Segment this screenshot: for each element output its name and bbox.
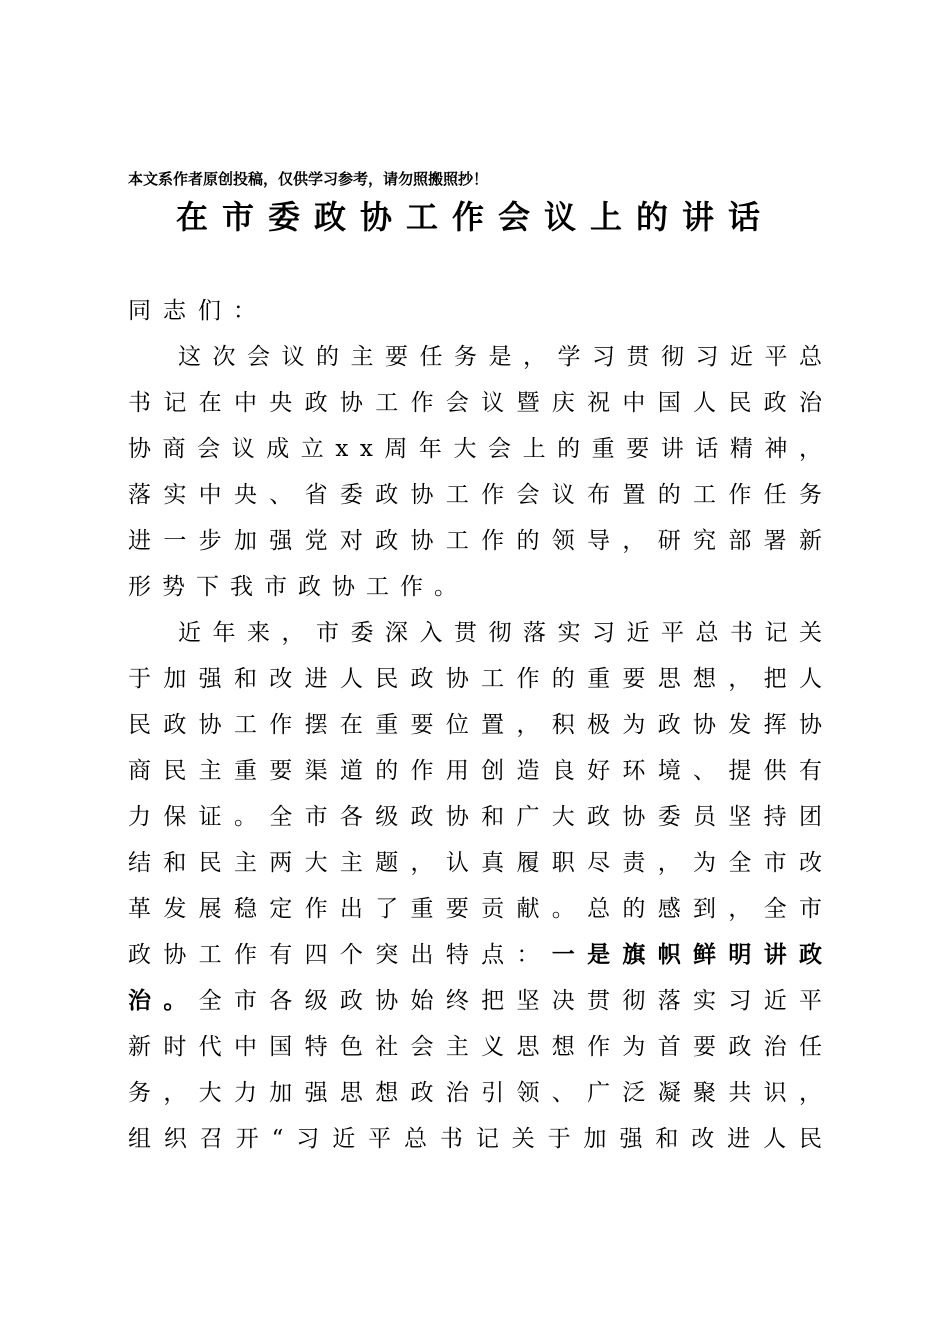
- paragraph-line: 落实中央、省委政协工作会议布置的工作任务: [128, 482, 835, 508]
- paragraph-line: 务，大力加强思想政治引领、广泛凝聚共识，: [128, 1080, 835, 1106]
- line-text: 全市各级政协始终把坚决贯彻落实习近平: [198, 988, 835, 1014]
- paragraph-line: 结和民主两大主题，认真履职尽责，为全市改: [128, 850, 835, 876]
- paragraph-line: 近年来，市委深入贯彻落实习近平总书记关: [178, 620, 834, 646]
- paragraph-line: 于加强和改进人民政协工作的重要思想，把人: [128, 666, 835, 692]
- paragraph-line: 新时代中国特色社会主义思想作为首要政治任: [128, 1034, 835, 1060]
- greeting: 同志们：: [128, 298, 268, 324]
- paragraph-line: 书记在中央政协工作会议暨庆祝中国人民政治: [128, 390, 835, 416]
- paragraph-line: 革发展稳定作出了重要贡献。总的感到，全市: [128, 896, 835, 922]
- paragraph-line: 这次会议的主要任务是，学习贯彻习近平总: [178, 344, 834, 370]
- paragraph-line: 组织召开“习近平总书记关于加强和改进人民: [128, 1126, 835, 1152]
- emphasis-text: 治。: [128, 988, 199, 1014]
- paragraph-line: 商民主重要渠道的作用创造良好环境、提供有: [128, 758, 835, 784]
- page-title: 在市委政协工作会议上的讲话: [175, 198, 774, 236]
- paragraph-line-emph: [128, 932, 835, 978]
- paragraph-line: 形势下我市政协工作。: [128, 574, 468, 600]
- paragraph-line: 进一步加强党对政协工作的领导，研究部署新: [128, 528, 835, 554]
- paragraph-line: 协商会议成立xx周年大会上的重要讲话精神，: [128, 436, 834, 462]
- line-text: 政协工作有四个突出特点：: [128, 942, 552, 968]
- copyright-notice: 本文系作者原创投稿，仅供学习参考，请勿照搬照抄！: [128, 170, 489, 188]
- document-body: [128, 288, 835, 1162]
- paragraph-line: 民政协工作摆在重要位置，积极为政协发挥协: [128, 712, 835, 738]
- paragraph-line-emph: [128, 978, 835, 1024]
- emphasis-text: 一是旗帜鲜明讲政: [551, 942, 835, 968]
- paragraph-line: 力保证。全市各级政协和广大政协委员坚持团: [128, 804, 835, 830]
